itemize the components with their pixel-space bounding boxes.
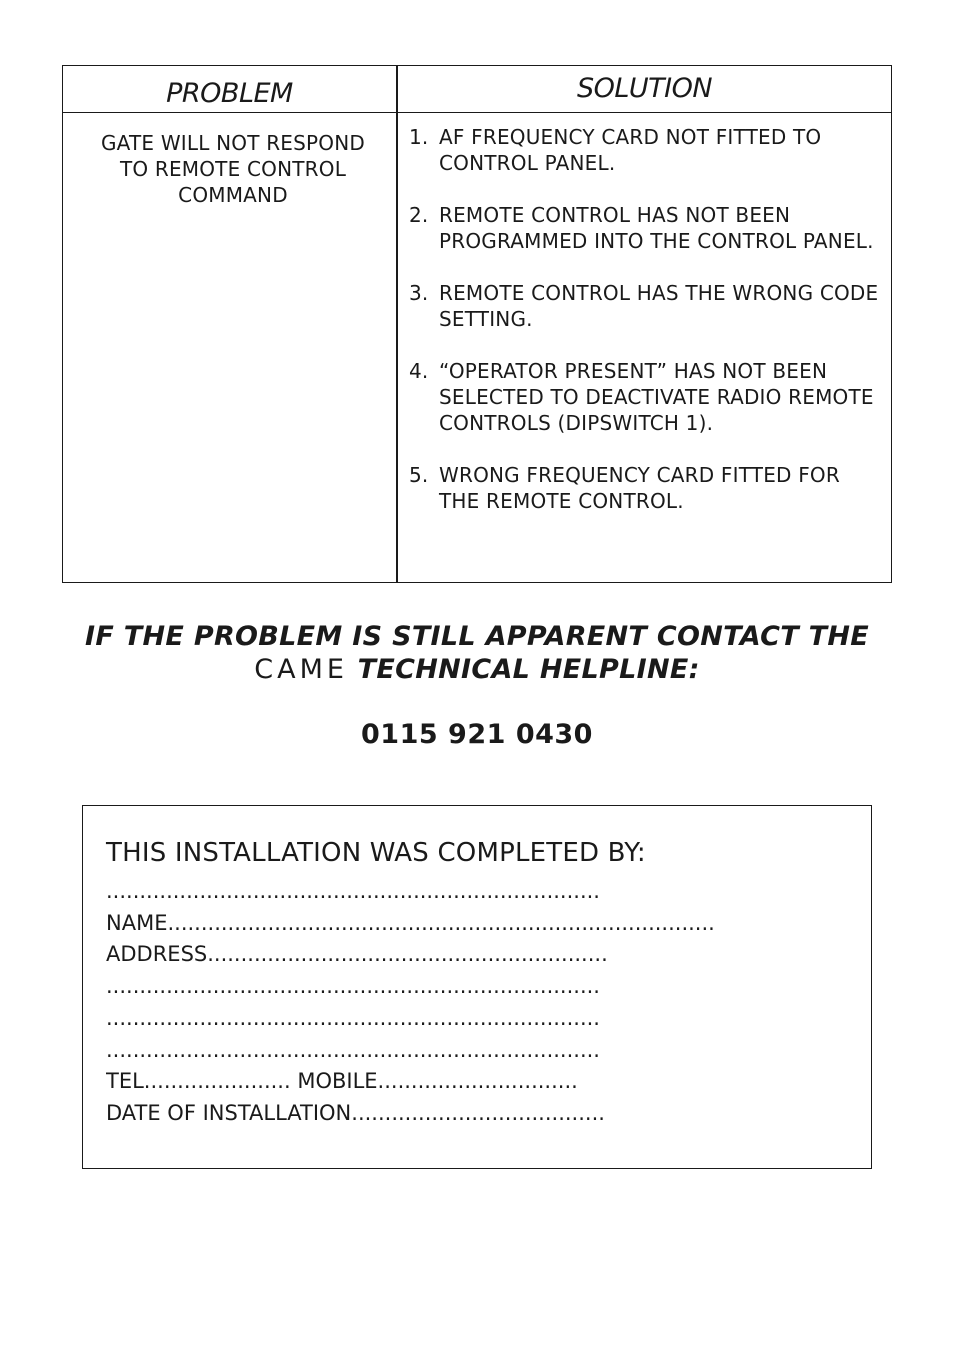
helpline-line-2 [0, 653, 954, 686]
date-of-installation-field: DATE OF INSTALLATION...................................... [106, 1100, 605, 1125]
solution-number: 2. [409, 203, 429, 227]
solution-text: AF FREQUENCY CARD NOT FITTED TO CONTROL PANEL. [439, 125, 822, 175]
solution-column-header: SOLUTION [576, 72, 713, 104]
solution-text: “OPERATOR PRESENT” HAS NOT BEEN SELECTED TO DEACTIVATE RADIO REMOTE CONTROLS (DIPSWITCH 1). [439, 359, 874, 435]
helpline-line-2-text: TECHNICAL HELPLINE: [347, 654, 700, 685]
address-line: .......................................................................... [106, 974, 600, 999]
problem-column-header: PROBLEM [166, 77, 293, 109]
solution-item [409, 202, 881, 254]
solution-number: 1. [409, 125, 429, 149]
solution-number: 5. [409, 463, 429, 487]
solution-item [409, 280, 881, 332]
solution-text: WRONG FREQUENCY CARD FITTED FOR THE REMOTE CONTROL. [439, 463, 840, 513]
solution-item [409, 358, 881, 436]
problem-description [63, 130, 403, 208]
address-line: .......................................................................... [106, 1005, 600, 1030]
installation-heading: THIS INSTALLATION WAS COMPLETED BY: [106, 838, 646, 868]
problem-line: TO REMOTE CONTROL [119, 157, 347, 181]
problem-line: COMMAND [178, 183, 288, 207]
solution-number: 3. [409, 281, 429, 305]
address-field: ADDRESS............................................................ [106, 942, 608, 967]
helpline-phone-number: 0115 921 0430 [361, 719, 593, 750]
helpline-notice [0, 620, 954, 686]
problem-line: GATE WILL NOT RESPOND [100, 131, 366, 155]
solution-item [409, 124, 881, 176]
solution-text: REMOTE CONTROL HAS THE WRONG CODE SETTING. [439, 281, 879, 331]
header-divider [63, 112, 891, 113]
blank-line: .......................................................................... [106, 879, 600, 903]
tel-mobile-field: TEL...................... MOBILE.............................. [106, 1069, 578, 1094]
solution-list [409, 124, 881, 540]
installation-record-box [82, 805, 872, 1169]
helpline-line-1: IF THE PROBLEM IS STILL APPARENT CONTACT THE [85, 621, 869, 652]
name-field: NAME.................................................................................. [106, 910, 715, 935]
solution-text: REMOTE CONTROL HAS NOT BEEN PROGRAMMED INTO THE CONTROL PANEL. [439, 203, 874, 253]
installation-fields [106, 876, 846, 1130]
came-brand-logo: CAME [254, 654, 348, 685]
solution-item [409, 462, 881, 514]
address-line: .......................................................................... [106, 1037, 600, 1062]
solution-number: 4. [409, 359, 429, 383]
troubleshooting-table [62, 65, 892, 583]
